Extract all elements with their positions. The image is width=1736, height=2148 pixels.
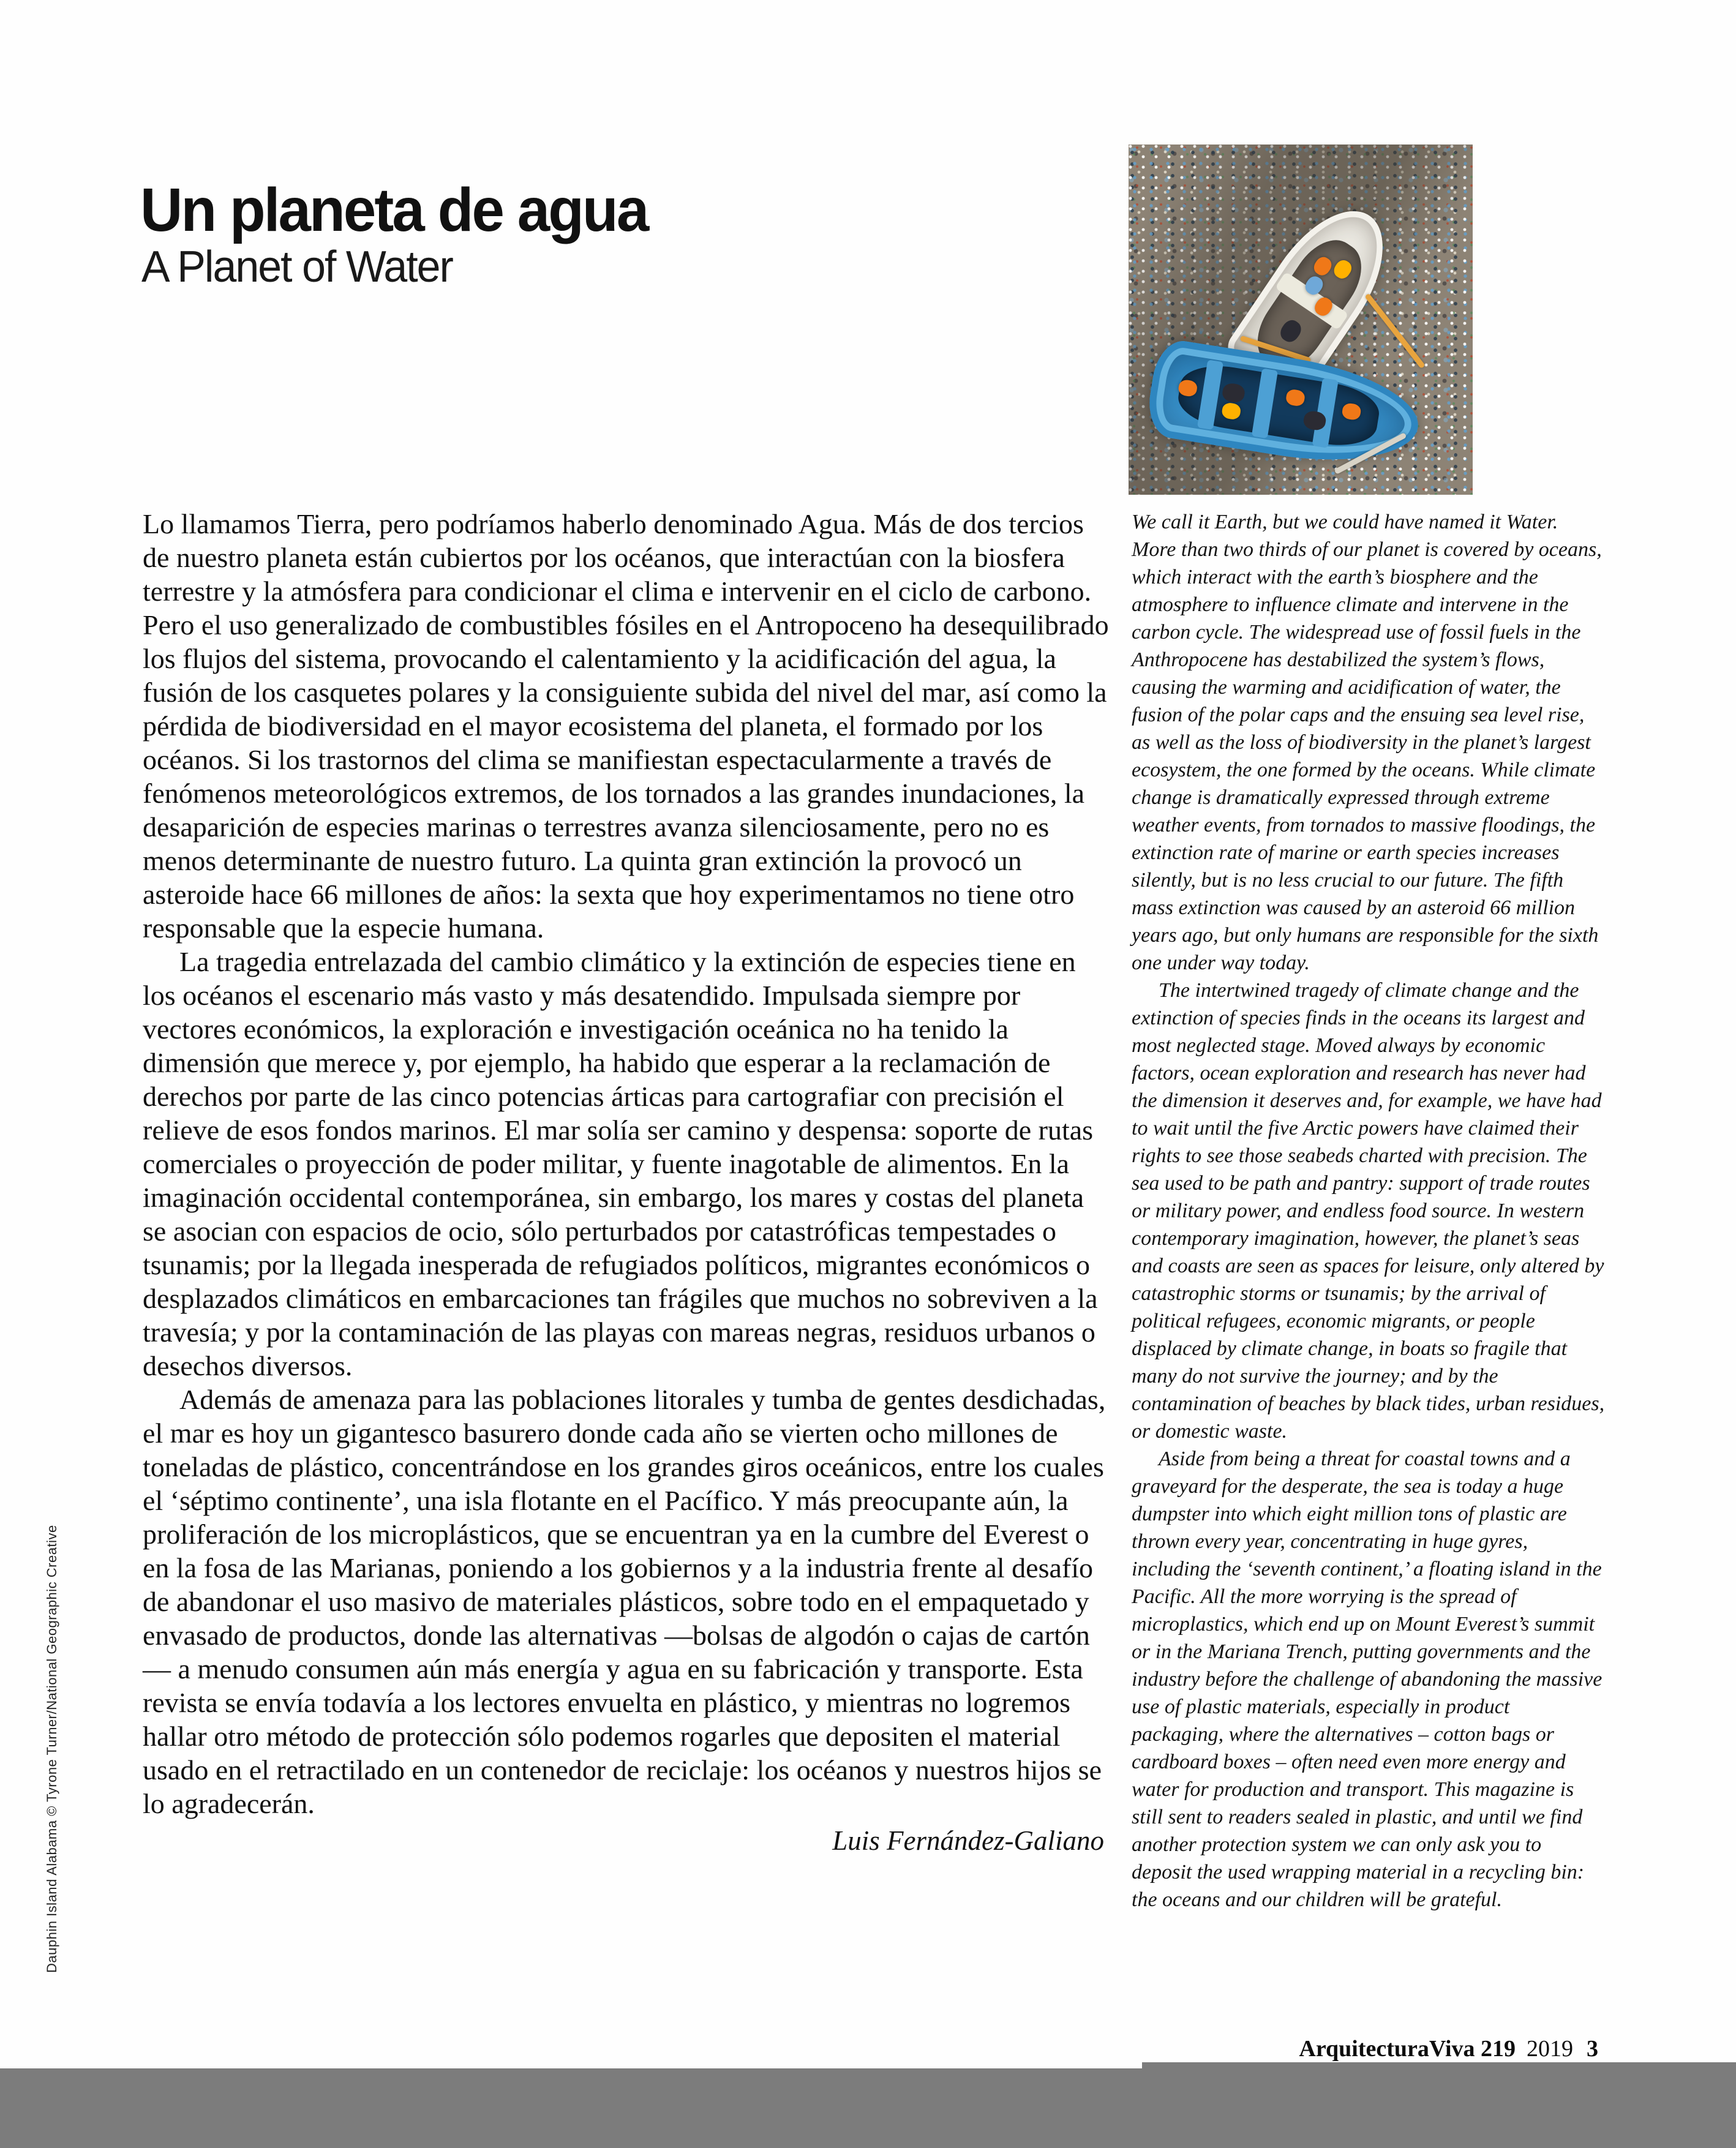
page-footer <box>980 2035 1598 2062</box>
page-title: Un planeta de agua <box>140 176 648 244</box>
english-column <box>1132 508 1606 1913</box>
spanish-paragraph: Lo llamamos Tierra, pero podríamos haberlo denominado Agua. Más de dos tercios de nuestro planeta están cubiertos por los océanos, que interactúan con la biosfera terrestre y la atmósfera para condicionar el clima e intervenir en el ciclo de carbono. Pero el uso generalizado de combustibles fósiles en el Antropoceno ha desequilibrado los flujos del sistema, provocando el calentamiento y la acidificación del agua, la fusión de los casquetes polares y la consiguiente subida del nivel del mar, así como la pérdida de biodiversidad en el mayor ecosistema del planeta, el formado por los océanos. Si los trastornos del clima se manifiestan espectacularmente a través de fenómenos meteorológicos extremos, de los tornados a las grandes inundaciones, la desaparición de especies marinas o terrestres avanza silenciosamente, pero no es menos determinante de nuestro futuro. La quinta gran extinción la provocó un asteroide hace 66 millones de años: la sexta que hoy experimentamos no tiene otro responsable que la especie humana. <box>143 508 1109 944</box>
english-paragraph: The intertwined tragedy of climate change and the extinction of species finds in the oceans its largest and most neglected stage. Moved always by economic factors, ocean exploration and research has never had the dimension it deserves and, for example, we have had to wait until the five Arctic powers have claimed their rights to see those seabeds charted with precision. The sea used to be path and pantry: support of trade routes or military power, and endless food source. In western contemporary imagination, however, the planet’s seas and coasts are seen as spaces for leisure, only altered by catastrophic storms or tsunamis; by the arrival of political refugees, economic migrants, or people displaced by climate change, in boats so fragile that many do not survive the journey; and by the contamination of beaches by black tides, urban residues, or domestic waste. <box>1132 979 1605 1443</box>
spanish-column <box>143 507 1110 1858</box>
blue-boat <box>1144 337 1426 476</box>
photo-credit: Dauphin Island Alabama © Tyrone Turner/National Geographic Creative <box>44 1525 59 1973</box>
footer-magazine-name: ArquitecturaViva 219 <box>1299 2036 1516 2062</box>
author-signature: Luis Fernández-Galiano <box>832 1825 1104 1856</box>
bottom-scan-band <box>0 2068 1736 2148</box>
spanish-paragraph: La tragedia entrelazada del cambio climático y la extinción de especies tiene en los océanos el escenario más vasto y más desatendido. Impulsada siempre por vectores económicos, la exploración e investigación oceánica no ha tenido la dimensión que merece y, por ejemplo, ha habido que esperar a la reclamación de derechos por parte de las cinco potencias árticas para cartografiar con precisión el relieve de esos fondos marinos. El mar solía ser camino y despensa: soporte de rutas comerciales o proyección de poder militar, y fuente inagotable de alimentos. En la imaginación occidental contemporánea, sin embargo, los mares y costas del planeta se asocian con espacios de ocio, sólo perturbados por catastróficas tempestades o tsunamis; por la llegada inesperada de refugiados políticos, migrantes económicos o desplazados climáticos en embarcaciones tan frágiles que muchos no sobreviven a la travesía; y por la contaminación de las playas con mareas negras, residuos urbanos o desechos diversos. <box>143 946 1098 1381</box>
hero-photo-plastic-sea <box>1129 145 1473 495</box>
page-subtitle: A Planet of Water <box>141 242 453 291</box>
english-paragraph: Aside from being a threat for coastal towns and a graveyard for the desperate, the sea is today a huge dumpster into which eight million tons of plastic are thrown every year, concentrating in huge gyres, including the ‘seventh continent,’ a floating island in the Pacific. All the more worrying is the spread of microplastics, which end up on Mount Everest’s summit or in the Mariana Trench, putting governments and the industry before the challenge of abandoning the massive use of plastic materials, especially in product packaging, where the alternatives – cotton bags or cardboard boxes – often need even more energy and water for production and transport. This magazine is still sent to readers sealed in plastic, and until we find another protection system we can only ask you to deposit the used wrapping material in a recycling bin: the oceans and our children will be grateful. <box>1132 1448 1603 1911</box>
footer-page-number: 3 <box>1587 2036 1598 2062</box>
english-paragraph: We call it Earth, but we could have named it Water. More than two thirds of our planet is covered by oceans, which interact with the earth’s biosphere and the atmosphere to influence climate and intervene in the carbon cycle. The widespread use of fossil fuels in the Anthropocene has destabilized the system’s flows, causing the warming and acidification of water, the fusion of the polar caps and the ensuing sea level rise, as well as the loss of biodiversity in the planet’s largest ecosystem, the one formed by the oceans. While climate change is dramatically expressed through extreme weather events, from tornados to massive floodings, the extinction rate of marine or earth species increases silently, but is no less crucial to our future. The fifth mass extinction was caused by an asteroid 66 million years ago, but only humans are responsible for the sixth one under way today. <box>1132 511 1602 974</box>
footer-year: 2019 <box>1527 2036 1573 2062</box>
oar <box>1364 293 1425 369</box>
spanish-paragraph: Además de amenaza para las poblaciones litorales y tumba de gentes desdichadas, el mar es hoy un gigantesco basurero donde cada año se vierten ocho millones de toneladas de plástico, concentrándose en los grandes giros oceánicos, entre los cuales el ‘séptimo continente’, una isla flotante en el Pacífico. Y más preocupante aún, la proliferación de los microplásticos, que se encuentran ya en la cumbre del Everest o en la fosa de las Marianas, poniendo a los gobiernos y a la industria frente al desafío de abandonar el uso masivo de materiales plásticos, sobre todo en el empaquetado y envasado de productos, donde las alternativas —bolsas de algodón o cajas de cartón— a menudo consumen aún más energía y agua en su fabricación y transporte. Esta revista se envía todavía a los lectores envuelta en plástico, y mientras no logremos hallar otro método de protección sólo podemos rogarles que depositen el material usado en el retractilado en un contenedor de reciclaje: los océanos y nuestros hijos se lo agradecerán. <box>143 1384 1106 1819</box>
